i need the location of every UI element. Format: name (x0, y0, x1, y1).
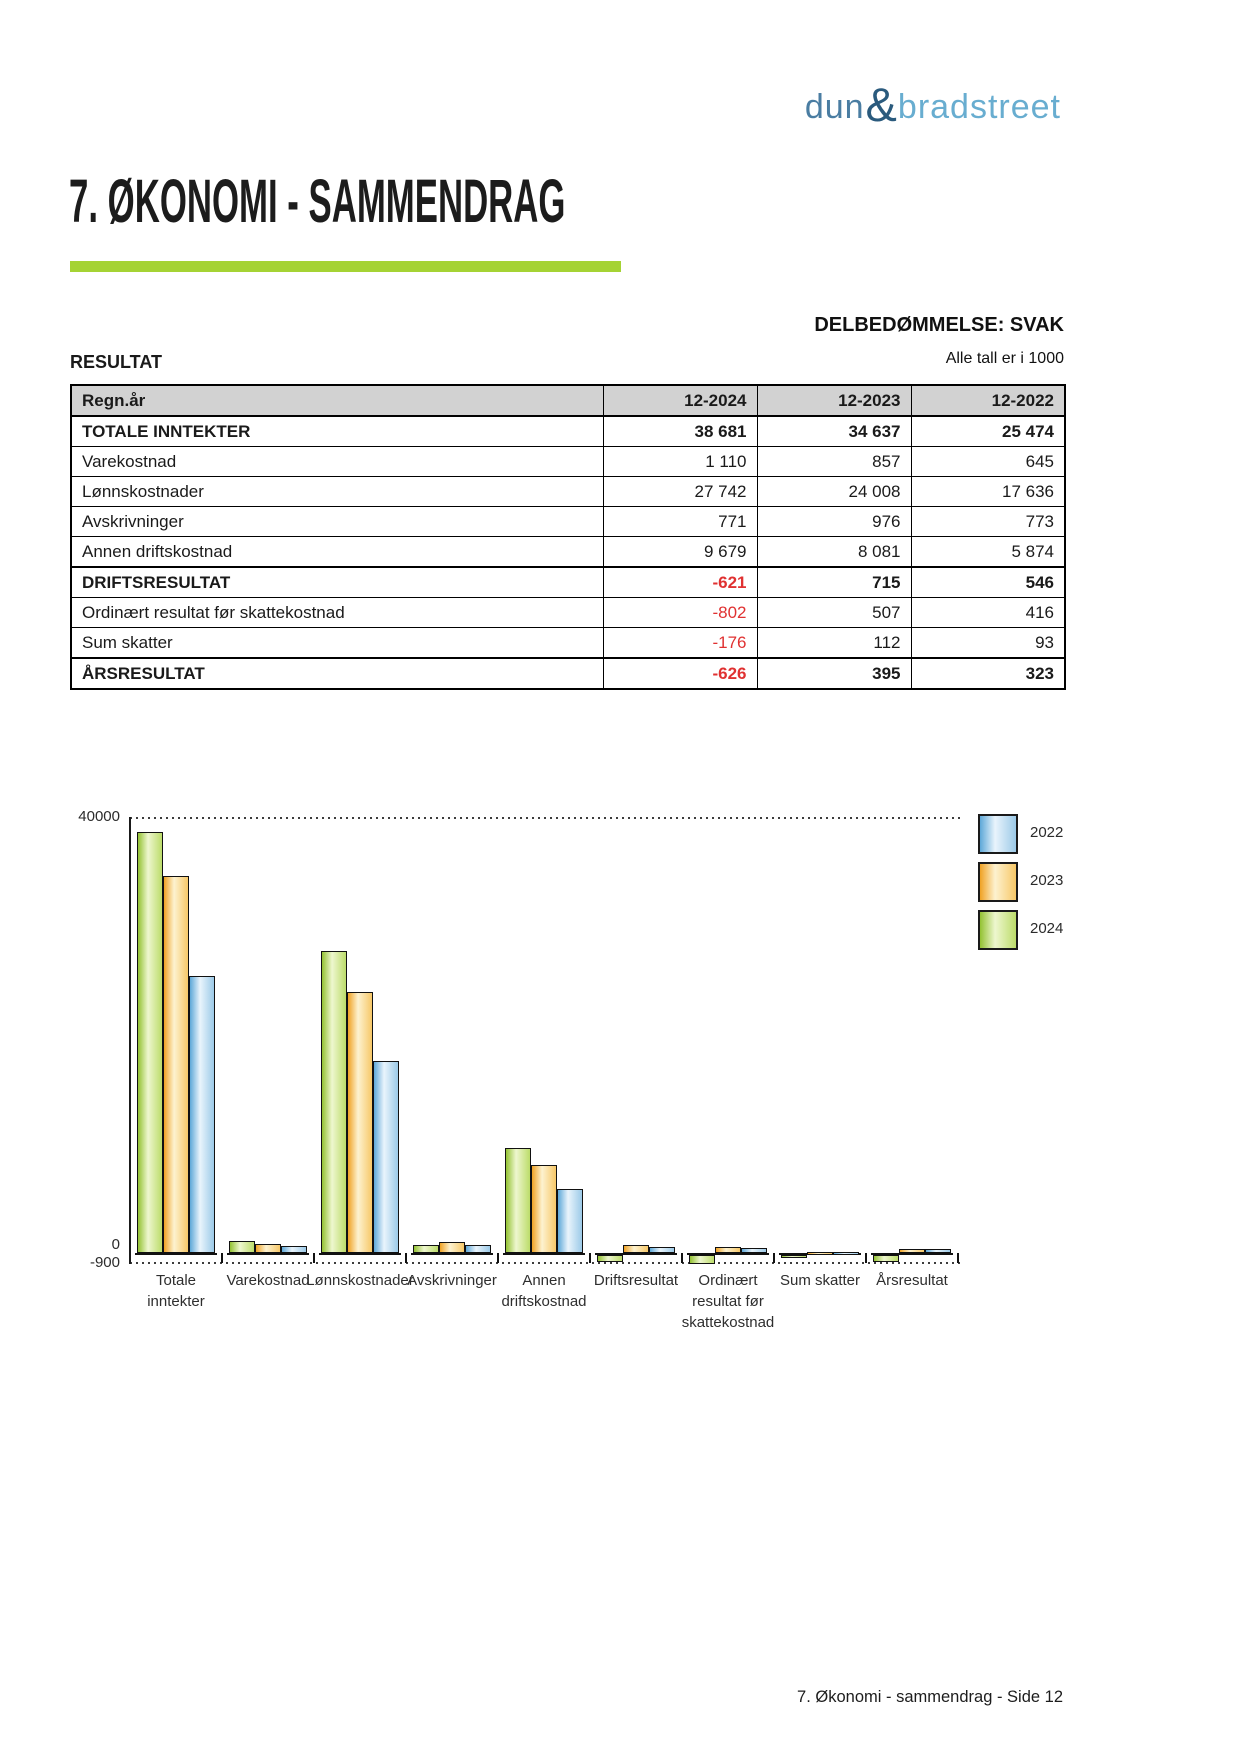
col-header-year: 12-2024 (603, 385, 757, 416)
x-axis-label-line: Lønnskostnader (306, 1272, 414, 1289)
bar-2023 (347, 992, 373, 1253)
x-axis-label-line: skattekostnad (681, 1314, 775, 1331)
bar-2023 (899, 1249, 925, 1253)
logo-ampersand-icon: & (865, 78, 897, 131)
x-axis-label-line: Totale (155, 1272, 197, 1289)
y-tick-label: -900 (89, 1254, 120, 1271)
row-label: Lønnskostnader (71, 477, 603, 507)
legend-label-2023: 2023 (1030, 872, 1064, 889)
cell-value: 771 (603, 507, 757, 537)
cell-value: 645 (911, 447, 1065, 477)
bar-2024 (505, 1148, 531, 1253)
x-axis-label-line: Årsresultat (876, 1272, 948, 1289)
page-footer: 7. Økonomi - sammendrag - Side 12 (797, 1688, 1063, 1706)
page-title: 7. ØKONOMI - SAMMENDRAG (69, 167, 566, 235)
table-row (71, 477, 1065, 507)
bar-2023 (255, 1244, 281, 1253)
bar-2023 (807, 1252, 833, 1255)
table-body (71, 416, 1065, 689)
gridline-minus900 (130, 1262, 963, 1264)
cell-value: 546 (911, 567, 1065, 598)
bar-2024 (413, 1245, 439, 1253)
cell-value: -176 (603, 628, 757, 659)
x-axis-baseline (411, 1253, 493, 1255)
cell-value: 9 679 (603, 537, 757, 568)
table-header (71, 385, 1065, 416)
x-axis-label-line: driftskostnad (501, 1293, 587, 1310)
x-axis-tick (497, 1253, 499, 1263)
cell-value: 857 (757, 447, 911, 477)
cell-value: -626 (603, 658, 757, 689)
cell-value: 395 (757, 658, 911, 689)
row-label: Varekostnad (71, 447, 603, 477)
y-tick-label: 0 (111, 1236, 120, 1253)
table-row (71, 658, 1065, 689)
x-axis-label (846, 1270, 978, 1291)
cell-value: 93 (911, 628, 1065, 659)
x-axis-label-line: Sum skatter (779, 1272, 861, 1289)
table-row (71, 628, 1065, 659)
x-axis-tick (865, 1253, 867, 1263)
bar-2022 (373, 1061, 399, 1253)
results-table (70, 384, 1066, 690)
logo-text-dun: dun (804, 88, 865, 126)
cell-value: 8 081 (757, 537, 911, 568)
bar-2023 (439, 1242, 465, 1253)
bar-2022 (465, 1245, 491, 1253)
x-axis-baseline (135, 1253, 217, 1255)
cell-value: 416 (911, 598, 1065, 628)
table-row (71, 447, 1065, 477)
bar-2024 (689, 1255, 715, 1264)
x-axis-tick (773, 1253, 775, 1263)
y-tick-label: 40000 (78, 808, 120, 825)
x-axis-tick (957, 1253, 959, 1263)
bar-2022 (741, 1248, 767, 1253)
x-axis-tick (221, 1253, 223, 1263)
cell-value: -802 (603, 598, 757, 628)
dun-bradstreet-logo (805, 74, 1061, 129)
cell-value: 1 110 (603, 447, 757, 477)
row-label: DRIFTSRESULTAT (71, 567, 603, 598)
table-row (71, 567, 1065, 598)
bar-2022 (281, 1246, 307, 1253)
table-row (71, 507, 1065, 537)
bar-2023 (623, 1245, 649, 1253)
row-label: Avskrivninger (71, 507, 603, 537)
bar-2022 (649, 1247, 675, 1253)
bar-2024 (229, 1241, 255, 1253)
section-label: RESULTAT (70, 352, 162, 372)
cell-value: 976 (757, 507, 911, 537)
x-axis-label-line: resultat før (692, 1293, 764, 1310)
x-axis-tick (681, 1253, 683, 1263)
x-axis-label-line: Ordinært (698, 1272, 758, 1289)
cell-value: 17 636 (911, 477, 1065, 507)
table-row (71, 598, 1065, 628)
bar-2023 (163, 876, 189, 1253)
logo-text-bradstreet: bradstreet (897, 88, 1061, 126)
bar-2022 (925, 1249, 951, 1253)
y-axis (129, 817, 131, 1264)
row-label: Annen driftskostnad (71, 537, 603, 568)
x-axis-label-line: Avskrivninger (407, 1272, 497, 1289)
bar-2024 (597, 1255, 623, 1262)
legend-swatch-2022 (978, 814, 1018, 854)
financial-bar-chart (0, 780, 1241, 1370)
cell-value: 507 (757, 598, 911, 628)
bar-2023 (715, 1247, 741, 1253)
title-underline (70, 261, 621, 272)
bar-2024 (873, 1255, 899, 1262)
x-axis-label-line: inntekter (147, 1293, 205, 1310)
cell-value: 323 (911, 658, 1065, 689)
assessment-label: DELBEDØMMELSE: SVAK (814, 314, 1064, 336)
cell-value: 112 (757, 628, 911, 659)
bar-2024 (137, 832, 163, 1253)
cell-value: 24 008 (757, 477, 911, 507)
bar-2024 (321, 951, 347, 1253)
x-axis-baseline (503, 1253, 585, 1255)
x-axis-tick (589, 1253, 591, 1263)
x-axis-tick (405, 1253, 407, 1263)
cell-value: 38 681 (603, 416, 757, 447)
x-axis-tick (313, 1253, 315, 1263)
row-label: ÅRSRESULTAT (71, 658, 603, 689)
legend-swatch-2024 (978, 910, 1018, 950)
x-axis-label-line: Annen (522, 1272, 566, 1289)
legend-label-2024: 2024 (1030, 920, 1064, 937)
bar-2022 (833, 1252, 859, 1255)
cell-value: -621 (603, 567, 757, 598)
cell-value: 27 742 (603, 477, 757, 507)
table-row (71, 416, 1065, 447)
col-header-year: 12-2022 (911, 385, 1065, 416)
cell-value: 5 874 (911, 537, 1065, 568)
col-header-year: 12-2023 (757, 385, 911, 416)
row-label: Sum skatter (71, 628, 603, 659)
bar-2022 (189, 976, 215, 1253)
bar-2023 (531, 1165, 557, 1253)
legend-swatch-2023 (978, 862, 1018, 902)
x-axis-baseline (227, 1253, 309, 1255)
bar-2022 (557, 1189, 583, 1253)
x-axis-label-line: Varekostnad (226, 1272, 310, 1289)
cell-value: 773 (911, 507, 1065, 537)
cell-value: 715 (757, 567, 911, 598)
col-header-label: Regn.år (71, 385, 603, 416)
bar-2024 (781, 1255, 807, 1258)
gridline-40000 (130, 817, 963, 819)
x-axis-baseline (319, 1253, 401, 1255)
table-row (71, 537, 1065, 568)
row-label: Ordinært resultat før skattekostnad (71, 598, 603, 628)
row-label: TOTALE INNTEKTER (71, 416, 603, 447)
units-note: Alle tall er i 1000 (945, 350, 1064, 367)
table-header-row (71, 385, 1065, 416)
x-axis-label-line: Driftsresultat (593, 1272, 679, 1289)
cell-value: 34 637 (757, 416, 911, 447)
cell-value: 25 474 (911, 416, 1065, 447)
legend-label-2022: 2022 (1030, 824, 1064, 841)
